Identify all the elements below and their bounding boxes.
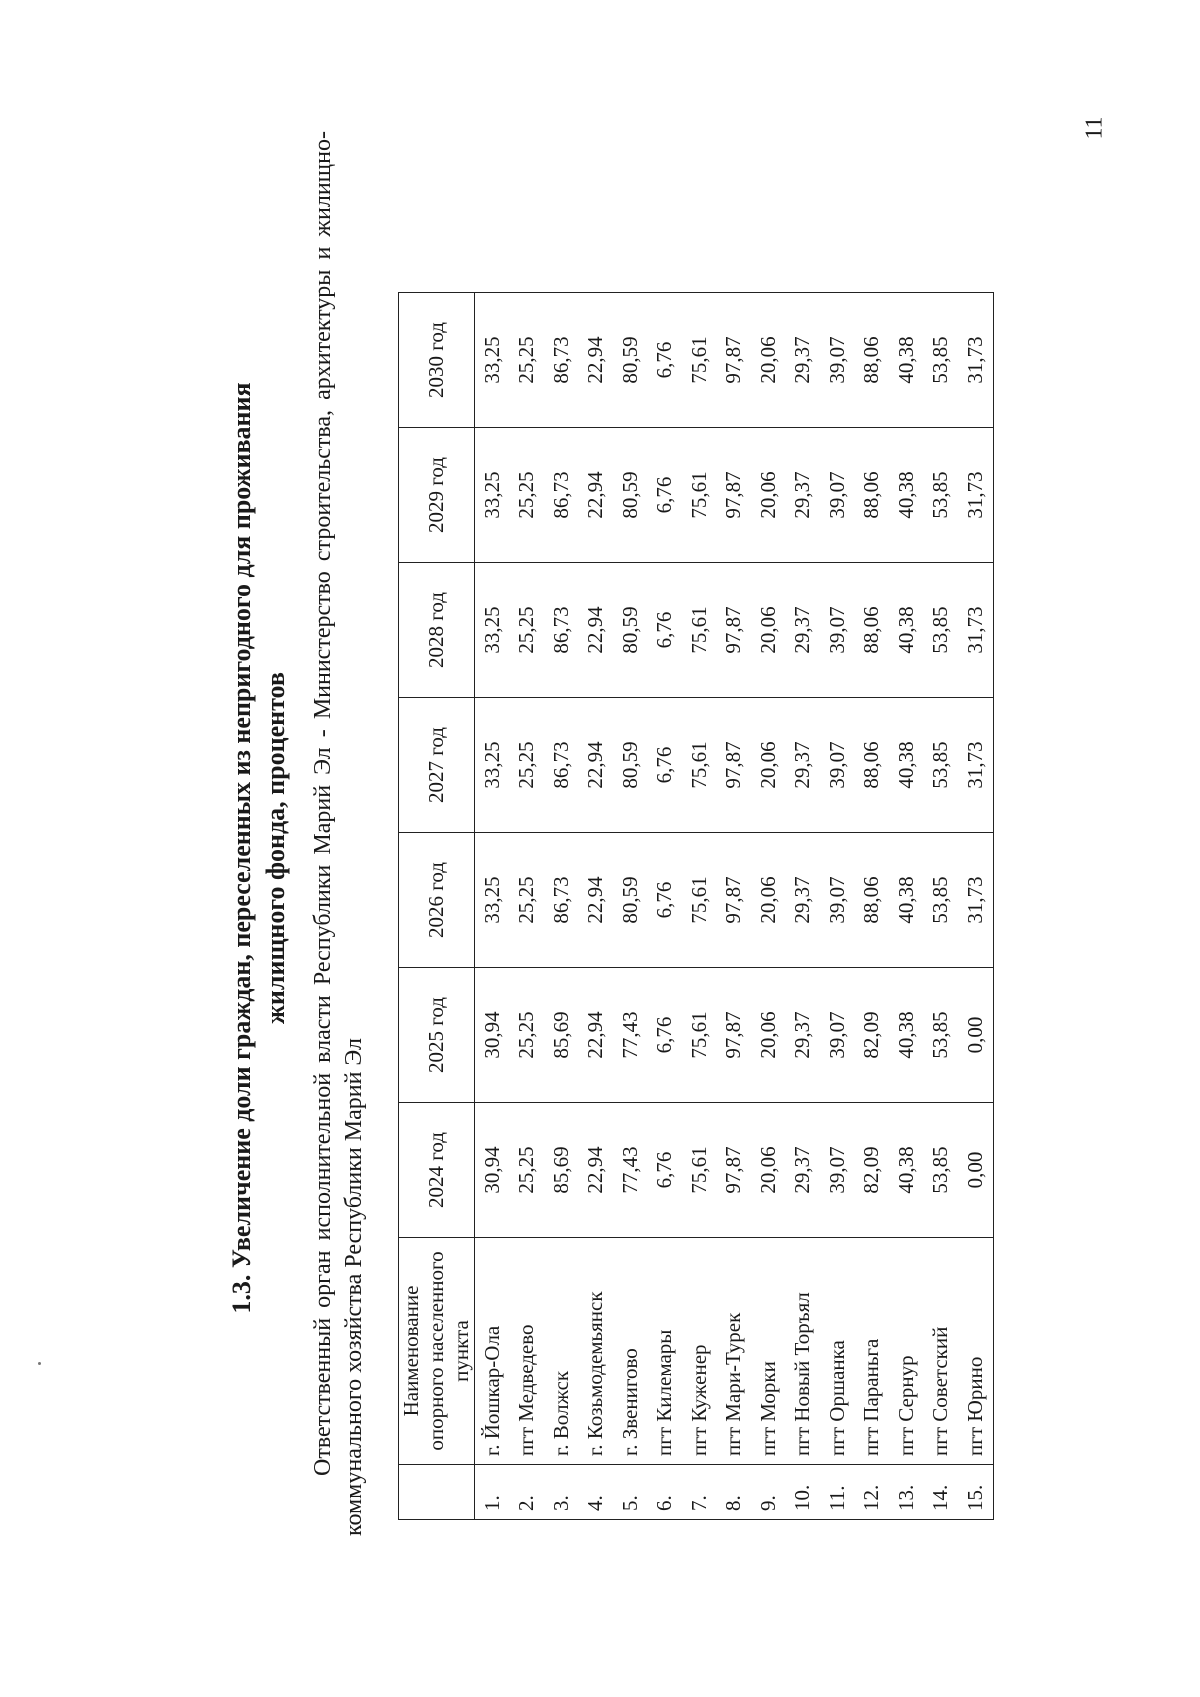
value-cell: 53,85	[924, 428, 959, 563]
value-cell: 88,06	[855, 563, 890, 698]
row-number: 3.	[544, 1465, 579, 1520]
value-cell: 22,94	[579, 563, 614, 698]
value-cell: 80,59	[613, 428, 648, 563]
value-cell: 40,38	[889, 293, 924, 428]
value-cell: 75,61	[682, 1103, 717, 1238]
value-cell: 88,06	[855, 428, 890, 563]
value-cell: 29,37	[786, 563, 821, 698]
value-cell: 31,73	[958, 833, 993, 968]
value-cell: 86,73	[544, 698, 579, 833]
value-cell: 75,61	[682, 293, 717, 428]
value-cell: 97,87	[717, 833, 752, 968]
header-year: 2025 год	[399, 968, 475, 1103]
value-cell: 20,06	[751, 968, 786, 1103]
settlement-name: г. Звенигово	[613, 1238, 648, 1465]
value-cell: 25,25	[510, 563, 545, 698]
value-cell: 53,85	[924, 968, 959, 1103]
settlement-name: пгт Куженер	[682, 1238, 717, 1465]
header-year: 2030 год	[399, 293, 475, 428]
value-cell: 40,38	[889, 833, 924, 968]
value-cell: 88,06	[855, 833, 890, 968]
value-cell: 80,59	[613, 563, 648, 698]
scan-speck	[38, 1362, 41, 1365]
value-cell: 77,43	[613, 968, 648, 1103]
table-row	[682, 293, 717, 1520]
value-cell: 33,25	[475, 428, 510, 563]
table-row	[579, 293, 614, 1520]
value-cell: 53,85	[924, 293, 959, 428]
value-cell: 20,06	[751, 563, 786, 698]
value-cell: 20,06	[751, 1103, 786, 1238]
header-year: 2028 год	[399, 563, 475, 698]
section-title-line-2: жилищного фонда, процентов	[261, 672, 290, 1024]
value-cell: 22,94	[579, 833, 614, 968]
value-cell: 31,73	[958, 698, 993, 833]
value-cell: 25,25	[510, 833, 545, 968]
table-header-row	[399, 293, 475, 1520]
settlement-name: пгт Килемары	[648, 1238, 683, 1465]
value-cell: 20,06	[751, 428, 786, 563]
value-cell: 85,69	[544, 1103, 579, 1238]
table-row	[786, 293, 821, 1520]
value-cell: 40,38	[889, 563, 924, 698]
header-settlement-name: Наименование опорного населенного пункта	[399, 1238, 475, 1465]
settlement-name: пгт Юрино	[958, 1238, 993, 1465]
settlement-name: пгт Морки	[751, 1238, 786, 1465]
row-number: 1.	[475, 1465, 510, 1520]
value-cell: 80,59	[613, 698, 648, 833]
value-cell: 39,07	[820, 833, 855, 968]
value-cell: 53,85	[924, 1103, 959, 1238]
value-cell: 82,09	[855, 968, 890, 1103]
table-row	[820, 293, 855, 1520]
value-cell: 25,25	[510, 1103, 545, 1238]
table-row	[889, 293, 924, 1520]
header-number	[399, 1465, 475, 1520]
value-cell: 31,73	[958, 293, 993, 428]
value-cell: 40,38	[889, 968, 924, 1103]
row-number: 6.	[648, 1465, 683, 1520]
indicator-table	[398, 292, 994, 1520]
row-number: 2.	[510, 1465, 545, 1520]
value-cell: 6,76	[648, 833, 683, 968]
value-cell: 22,94	[579, 698, 614, 833]
row-number: 5.	[613, 1465, 648, 1520]
value-cell: 29,37	[786, 833, 821, 968]
header-year: 2024 год	[399, 1103, 475, 1238]
value-cell: 80,59	[613, 293, 648, 428]
value-cell: 75,61	[682, 833, 717, 968]
settlement-name: пгт Оршанка	[820, 1238, 855, 1465]
value-cell: 97,87	[717, 428, 752, 563]
settlement-name: пгт Сернур	[889, 1238, 924, 1465]
row-number: 4.	[579, 1465, 614, 1520]
value-cell: 25,25	[510, 428, 545, 563]
value-cell: 88,06	[855, 698, 890, 833]
row-number: 15.	[958, 1465, 993, 1520]
table-row	[717, 293, 752, 1520]
value-cell: 39,07	[820, 563, 855, 698]
value-cell: 86,73	[544, 428, 579, 563]
value-cell: 80,59	[613, 833, 648, 968]
header-year: 2029 год	[399, 428, 475, 563]
value-cell: 97,87	[717, 563, 752, 698]
settlement-name: пгт Параньга	[855, 1238, 890, 1465]
table-row	[510, 293, 545, 1520]
row-number: 12.	[855, 1465, 890, 1520]
value-cell: 6,76	[648, 968, 683, 1103]
value-cell: 39,07	[820, 968, 855, 1103]
value-cell: 39,07	[820, 1103, 855, 1238]
value-cell: 75,61	[682, 428, 717, 563]
table-row	[613, 293, 648, 1520]
value-cell: 25,25	[510, 968, 545, 1103]
section-title	[225, 98, 293, 1598]
settlement-name: пгт Мари-Турек	[717, 1238, 752, 1465]
settlement-name: пгт Медведево	[510, 1238, 545, 1465]
settlement-name: г. Волжск	[544, 1238, 579, 1465]
value-cell: 29,37	[786, 428, 821, 563]
value-cell: 6,76	[648, 698, 683, 833]
row-number: 10.	[786, 1465, 821, 1520]
value-cell: 6,76	[648, 293, 683, 428]
rotated-page-content	[200, 98, 1000, 1598]
value-cell: 75,61	[682, 968, 717, 1103]
value-cell: 40,38	[889, 428, 924, 563]
value-cell: 29,37	[786, 968, 821, 1103]
value-cell: 53,85	[924, 833, 959, 968]
header-year: 2026 год	[399, 833, 475, 968]
value-cell: 53,85	[924, 698, 959, 833]
value-cell: 6,76	[648, 1103, 683, 1238]
value-cell: 33,25	[475, 698, 510, 833]
value-cell: 22,94	[579, 1103, 614, 1238]
value-cell: 20,06	[751, 833, 786, 968]
table-row	[855, 293, 890, 1520]
value-cell: 0,00	[958, 968, 993, 1103]
value-cell: 31,73	[958, 428, 993, 563]
value-cell: 82,09	[855, 1103, 890, 1238]
table-row	[958, 293, 993, 1520]
value-cell: 22,94	[579, 968, 614, 1103]
value-cell: 40,38	[889, 1103, 924, 1238]
value-cell: 33,25	[475, 563, 510, 698]
row-number: 11.	[820, 1465, 855, 1520]
value-cell: 75,61	[682, 698, 717, 833]
value-cell: 86,73	[544, 833, 579, 968]
settlement-name: пгт Советский	[924, 1238, 959, 1465]
value-cell: 75,61	[682, 563, 717, 698]
value-cell: 39,07	[820, 293, 855, 428]
value-cell: 97,87	[717, 968, 752, 1103]
value-cell: 53,85	[924, 563, 959, 698]
value-cell: 25,25	[510, 698, 545, 833]
value-cell: 97,87	[717, 698, 752, 833]
section-title-line-1: 1.3. Увеличение доли граждан, переселенных из непригодного для проживания	[227, 382, 256, 1314]
value-cell: 6,76	[648, 563, 683, 698]
row-number: 14.	[924, 1465, 959, 1520]
table-row	[648, 293, 683, 1520]
value-cell: 86,73	[544, 563, 579, 698]
value-cell: 88,06	[855, 293, 890, 428]
value-cell: 97,87	[717, 1103, 752, 1238]
value-cell: 29,37	[786, 698, 821, 833]
settlement-name: г. Козьмодемьянск	[579, 1238, 614, 1465]
value-cell: 22,94	[579, 293, 614, 428]
table-row	[544, 293, 579, 1520]
value-cell: 39,07	[820, 698, 855, 833]
value-cell: 20,06	[751, 698, 786, 833]
value-cell: 77,43	[613, 1103, 648, 1238]
table-row	[924, 293, 959, 1520]
value-cell: 30,94	[475, 1103, 510, 1238]
header-year: 2027 год	[399, 698, 475, 833]
table-row	[751, 293, 786, 1520]
value-cell: 40,38	[889, 698, 924, 833]
row-number: 13.	[889, 1465, 924, 1520]
value-cell: 0,00	[958, 1103, 993, 1238]
responsible-body: Ответственный орган исполнительной власти Республики Марий Эл - Министерство строительства, архитектуры и жилищно-коммунального хозяйства Республики Марий Эл	[310, 131, 367, 1536]
table-row	[475, 293, 510, 1520]
value-cell: 97,87	[717, 293, 752, 428]
value-cell: 29,37	[786, 293, 821, 428]
value-cell: 33,25	[475, 293, 510, 428]
value-cell: 85,69	[544, 968, 579, 1103]
settlement-name: г. Йошкар-Ола	[475, 1238, 510, 1465]
row-number: 8.	[717, 1465, 752, 1520]
value-cell: 6,76	[648, 428, 683, 563]
value-cell: 33,25	[475, 833, 510, 968]
row-number: 7.	[682, 1465, 717, 1520]
value-cell: 39,07	[820, 428, 855, 563]
value-cell: 20,06	[751, 293, 786, 428]
value-cell: 30,94	[475, 968, 510, 1103]
value-cell: 29,37	[786, 1103, 821, 1238]
value-cell: 31,73	[958, 563, 993, 698]
settlement-name: пгт Новый Торъял	[786, 1238, 821, 1465]
row-number: 9.	[751, 1465, 786, 1520]
value-cell: 22,94	[579, 428, 614, 563]
value-cell: 25,25	[510, 293, 545, 428]
value-cell: 86,73	[544, 293, 579, 428]
page-number: 11	[1081, 116, 1108, 140]
